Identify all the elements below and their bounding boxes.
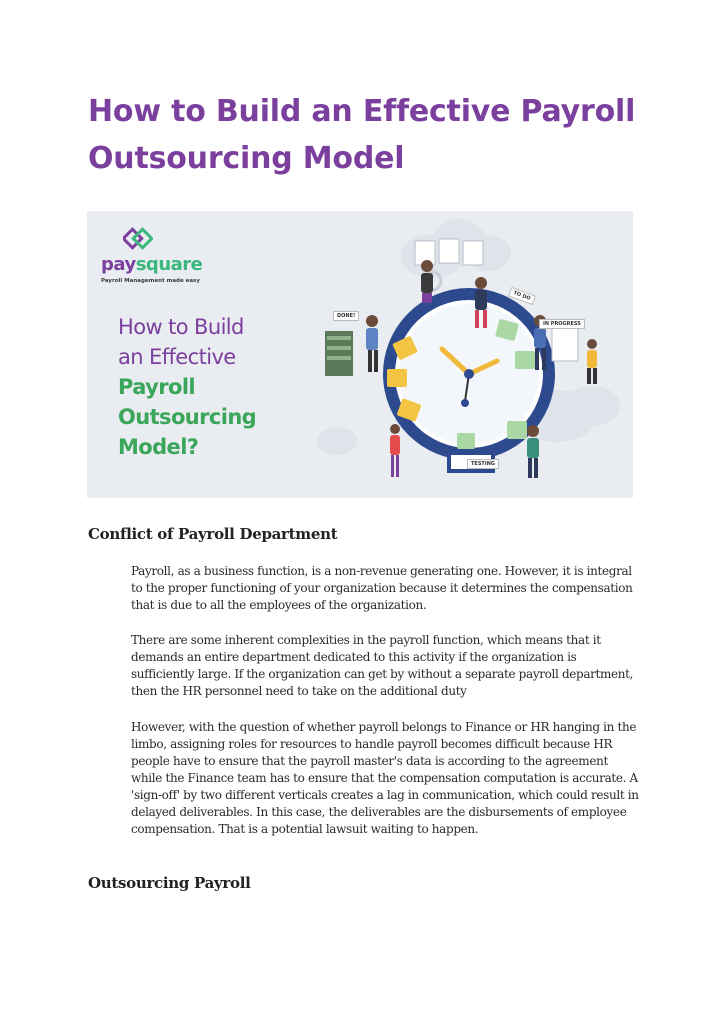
testing-tag: TESTING [467,459,499,469]
paysquare-logo-icon [123,227,153,253]
paragraph: However, with the question of whether payroll belongs to Finance or HR hanging in the limbo, assigning roles for resources to handle payroll becomes difficult because HR people have to ensure that the payroll master's data is according to the agreement while the Finance team has to ensure that the compensation computation is accurate. A 'sign-off' by two different verticals creates a lag in communication, which could result in delayed deliverables. In this case, the deliverables are the disbursements of employee compensation. That is a potential lawsuit waiting to happen. [131,720,639,836]
brand-tagline: Payroll Management made easy [101,278,200,284]
section-heading: Outsourcing Payroll [88,874,251,892]
article-banner-image [87,211,633,498]
banner-heading-line: Payroll Outsourcing [118,375,257,429]
brand-name: paysquare [101,254,203,275]
todo-tag: TO DO [508,287,536,305]
banner-heading-line: an Effective [118,345,236,369]
page-title: How to Build an Effective Payroll Outsourcing Model [88,94,636,176]
paragraph: Payroll, as a business function, is a non-revenue generating one. However, it is integral to the proper functioning of your organization because it determines the compensation that is due to all the employees of the organization. [131,564,633,612]
in-progress-tag: IN PROGRESS [539,319,585,329]
banner-heading-line: Model? [118,435,199,459]
done-tag: DONE! [333,311,359,321]
section-heading: Conflict of Payroll Department [88,525,338,543]
paysquare-logo [101,227,221,287]
paragraph: There are some inherent complexities in the payroll function, which means that it demands an entire department dedicated to this activity if the organization is sufficiently large. If the organization can get by without a separate payroll department, then the HR personnel need to take on the additional duty [131,633,634,698]
banner-heading-line: How to Build [118,315,244,339]
banner-heading [118,312,328,462]
